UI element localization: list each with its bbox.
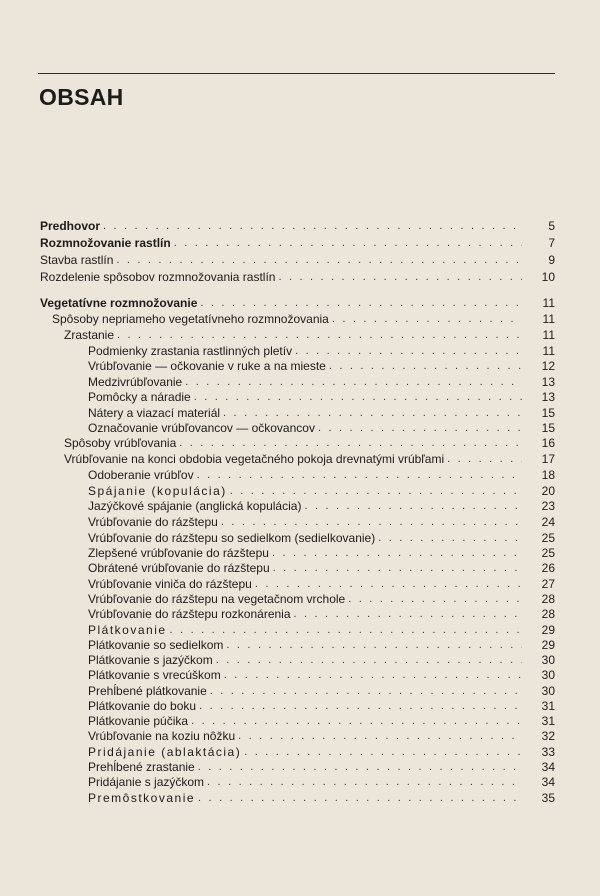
toc-page-number: 28 bbox=[541, 607, 555, 621]
toc-leader-dots bbox=[255, 577, 522, 591]
toc-page-number: 35 bbox=[541, 791, 555, 805]
toc-entry bbox=[40, 218, 555, 233]
toc-entry-label: Zrastanie bbox=[64, 328, 115, 342]
toc-entry bbox=[88, 744, 555, 759]
toc-page-number: 33 bbox=[541, 745, 555, 759]
toc-page-number: 10 bbox=[541, 270, 555, 284]
toc-leader-dots bbox=[230, 484, 522, 498]
toc-leader-dots bbox=[221, 515, 522, 529]
toc-entry-label: Vrúbľovanie do rázštepu rozkonárenia bbox=[88, 607, 291, 621]
toc-entry-label: Pridájanie (ablaktácia) bbox=[88, 745, 242, 759]
toc-entry bbox=[64, 327, 555, 342]
toc-leader-dots bbox=[294, 607, 522, 621]
toc-leader-dots bbox=[207, 775, 522, 789]
toc-leader-dots bbox=[191, 714, 522, 728]
toc-page-number: 26 bbox=[541, 561, 555, 575]
toc-entry bbox=[88, 389, 555, 404]
toc-entry bbox=[40, 252, 555, 267]
toc-entry bbox=[88, 483, 555, 498]
toc-entry-label: Zlepšené vrúbľovanie do rázštepu bbox=[88, 546, 269, 560]
toc-page-number: 30 bbox=[541, 653, 555, 667]
toc-page-number: 29 bbox=[541, 623, 555, 637]
toc-entry-label: Obrátené vrúbľovanie do rázštepu bbox=[88, 561, 270, 575]
toc-entry bbox=[88, 545, 555, 560]
toc-leader-dots bbox=[117, 328, 522, 342]
toc-leader-dots bbox=[278, 270, 522, 284]
toc-entry bbox=[88, 622, 555, 637]
toc-leader-dots bbox=[116, 253, 522, 267]
toc-leader-dots bbox=[199, 699, 522, 713]
toc-page-number: 11 bbox=[542, 328, 555, 342]
toc-entry-label: Vrúbľovanie na konci obdobia vegetačného pokoja drevnatými vrúbľami bbox=[64, 452, 445, 466]
toc-entry bbox=[88, 498, 555, 513]
toc-leader-dots bbox=[348, 592, 522, 606]
toc-leader-dots bbox=[210, 684, 522, 698]
toc-entry bbox=[88, 405, 555, 420]
toc-leader-dots bbox=[185, 375, 522, 389]
toc-page-number: 27 bbox=[541, 577, 555, 591]
toc-entry-label: Plátkovanie s vrecúškom bbox=[88, 668, 221, 682]
toc-leader-dots bbox=[216, 653, 522, 667]
toc-entry bbox=[88, 683, 555, 698]
toc-page-number: 34 bbox=[541, 760, 555, 774]
toc-page-number: 20 bbox=[541, 484, 555, 498]
toc-leader-dots bbox=[198, 760, 522, 774]
toc-entry bbox=[88, 667, 555, 682]
toc-leader-dots bbox=[318, 421, 522, 435]
toc-entry bbox=[88, 698, 555, 713]
toc-page-number: 9 bbox=[548, 253, 555, 267]
toc-page-number: 15 bbox=[541, 406, 555, 420]
toc-entry bbox=[88, 728, 555, 743]
toc-entry bbox=[88, 713, 555, 728]
toc-entry-label: Spôsoby nepriameho vegetatívneho rozmnožovania bbox=[52, 312, 329, 326]
toc-page-number: 34 bbox=[541, 775, 555, 789]
toc-entry bbox=[88, 514, 555, 529]
toc-entry-label: Stavba rastlín bbox=[40, 253, 114, 267]
toc-entry-label: Prehĺbené plátkovanie bbox=[88, 684, 207, 698]
toc-entry bbox=[88, 637, 555, 652]
toc-leader-dots bbox=[200, 296, 522, 310]
toc-leader-dots bbox=[378, 531, 522, 545]
toc-entry bbox=[52, 311, 555, 326]
toc-page-number: 25 bbox=[541, 546, 555, 560]
toc-entry-label: Plátkovanie s jazýčkom bbox=[88, 653, 213, 667]
toc-page-number: 31 bbox=[541, 714, 555, 728]
toc-leader-dots bbox=[295, 344, 522, 358]
toc-entry-label: Vrúbľovanie do rázštepu bbox=[88, 515, 218, 529]
toc-entry bbox=[88, 576, 555, 591]
toc-entry-label: Podmienky zrastania rastlinných pletív bbox=[88, 344, 293, 358]
toc-entry bbox=[88, 560, 555, 575]
toc-leader-dots bbox=[197, 468, 522, 482]
toc-entry-label: Plátkovanie púčika bbox=[88, 714, 189, 728]
toc-entry-label: Vrúbľovanie viniča do rázštepu bbox=[88, 577, 252, 591]
toc-entry-label: Vrúbľovanie — očkovanie v ruke a na mieste bbox=[88, 359, 326, 373]
toc-entry-label: Rozmnožovanie rastlín bbox=[40, 236, 171, 250]
toc-page-number: 11 bbox=[542, 312, 555, 326]
toc-leader-dots bbox=[272, 546, 522, 560]
toc-leader-dots bbox=[194, 390, 522, 404]
toc-entry bbox=[88, 358, 555, 373]
toc-entry-label: Pridájanie s jazýčkom bbox=[88, 775, 205, 789]
toc-entry-label: Plátkovanie do boku bbox=[88, 699, 197, 713]
toc-entry bbox=[88, 790, 555, 805]
toc-entry-label: Vrúbľovanie do rázštepu na vegetačnom vrchole bbox=[88, 592, 346, 606]
toc-entry bbox=[40, 235, 555, 250]
toc-entry-label: Predhovor bbox=[40, 219, 101, 233]
toc-page-number: 7 bbox=[548, 236, 555, 250]
toc-page-number: 30 bbox=[541, 684, 555, 698]
toc-entry-label: Medzivrúbľovanie bbox=[88, 375, 183, 389]
toc-page-number: 31 bbox=[541, 699, 555, 713]
toc-entry bbox=[88, 467, 555, 482]
toc-leader-dots bbox=[179, 436, 522, 450]
toc-leader-dots bbox=[238, 729, 522, 743]
toc-entry-label: Vegetatívne rozmnožovanie bbox=[40, 296, 198, 310]
toc-page-number: 32 bbox=[541, 729, 555, 743]
toc-entry-label: Vrúbľovanie na koziu nôžku bbox=[88, 729, 236, 743]
page-title: OBSAH bbox=[39, 84, 124, 110]
toc-page-number: 11 bbox=[542, 344, 555, 358]
toc-page-number: 29 bbox=[541, 638, 555, 652]
toc-entry bbox=[88, 759, 555, 774]
toc-entry-label: Spájanie (kopulácia) bbox=[88, 484, 227, 498]
toc-leader-dots bbox=[304, 499, 522, 513]
toc-entry-label: Označovanie vrúbľovancov — očkovancov bbox=[88, 421, 315, 435]
toc-entry bbox=[88, 606, 555, 621]
toc-leader-dots bbox=[447, 452, 522, 466]
toc-page-number: 12 bbox=[541, 359, 555, 373]
toc-entry bbox=[88, 530, 555, 545]
toc-leader-dots bbox=[226, 638, 522, 652]
toc-leader-dots bbox=[103, 219, 522, 233]
toc-entry-label: Prehĺbené zrastanie bbox=[88, 760, 195, 774]
toc-page-number: 28 bbox=[541, 592, 555, 606]
toc-leader-dots bbox=[244, 745, 522, 759]
toc-entry-label: Spôsoby vrúbľovania bbox=[64, 436, 177, 450]
toc-entry-label: Odoberanie vrúbľov bbox=[88, 468, 194, 482]
toc-entry-label: Nátery a viazací materiál bbox=[88, 406, 221, 420]
toc-entry-label: Jazýčkové spájanie (anglická kopulácia) bbox=[88, 499, 302, 513]
toc-entry bbox=[88, 591, 555, 606]
toc-entry-label: Premôstkovanie bbox=[88, 791, 196, 805]
toc-page-number: 25 bbox=[541, 531, 555, 545]
toc-entry bbox=[64, 451, 555, 466]
toc-page-number: 13 bbox=[541, 375, 555, 389]
toc-page-number: 30 bbox=[541, 668, 555, 682]
toc-entry bbox=[40, 269, 555, 284]
toc-leader-dots bbox=[223, 406, 522, 420]
toc-entry-label: Plátkovanie so sedielkom bbox=[88, 638, 224, 652]
toc-leader-dots bbox=[273, 561, 522, 575]
toc-leader-dots bbox=[174, 236, 522, 250]
toc-entry-label: Pomôcky a náradie bbox=[88, 390, 191, 404]
toc-page-number: 13 bbox=[541, 390, 555, 404]
toc-page-number: 16 bbox=[541, 436, 555, 450]
toc-entry-label: Vrúbľovanie do rázštepu so sedielkom (sedielkovanie) bbox=[88, 531, 376, 545]
toc-leader-dots bbox=[329, 359, 522, 373]
toc-entry bbox=[88, 652, 555, 667]
toc-entry bbox=[88, 774, 555, 789]
toc-leader-dots bbox=[170, 623, 522, 637]
toc-page-number: 5 bbox=[548, 219, 555, 233]
toc-entry bbox=[88, 420, 555, 435]
toc-entry bbox=[88, 374, 555, 389]
toc-entry bbox=[64, 435, 555, 450]
toc-page-number: 24 bbox=[541, 515, 555, 529]
toc-leader-dots bbox=[198, 791, 522, 805]
toc-entry-label: Plátkovanie bbox=[88, 623, 167, 637]
toc-page-number: 23 bbox=[541, 499, 555, 513]
toc-leader-dots bbox=[224, 668, 522, 682]
toc-entry-label: Rozdelenie spôsobov rozmnožovania rastlín bbox=[40, 270, 276, 284]
toc-page-number: 11 bbox=[542, 296, 555, 310]
toc-page-number: 15 bbox=[541, 421, 555, 435]
toc-leader-dots bbox=[332, 312, 522, 326]
toc-page-number: 18 bbox=[541, 468, 555, 482]
toc-entry bbox=[88, 343, 555, 358]
toc-entry bbox=[40, 295, 555, 310]
toc-page-number: 17 bbox=[541, 452, 555, 466]
